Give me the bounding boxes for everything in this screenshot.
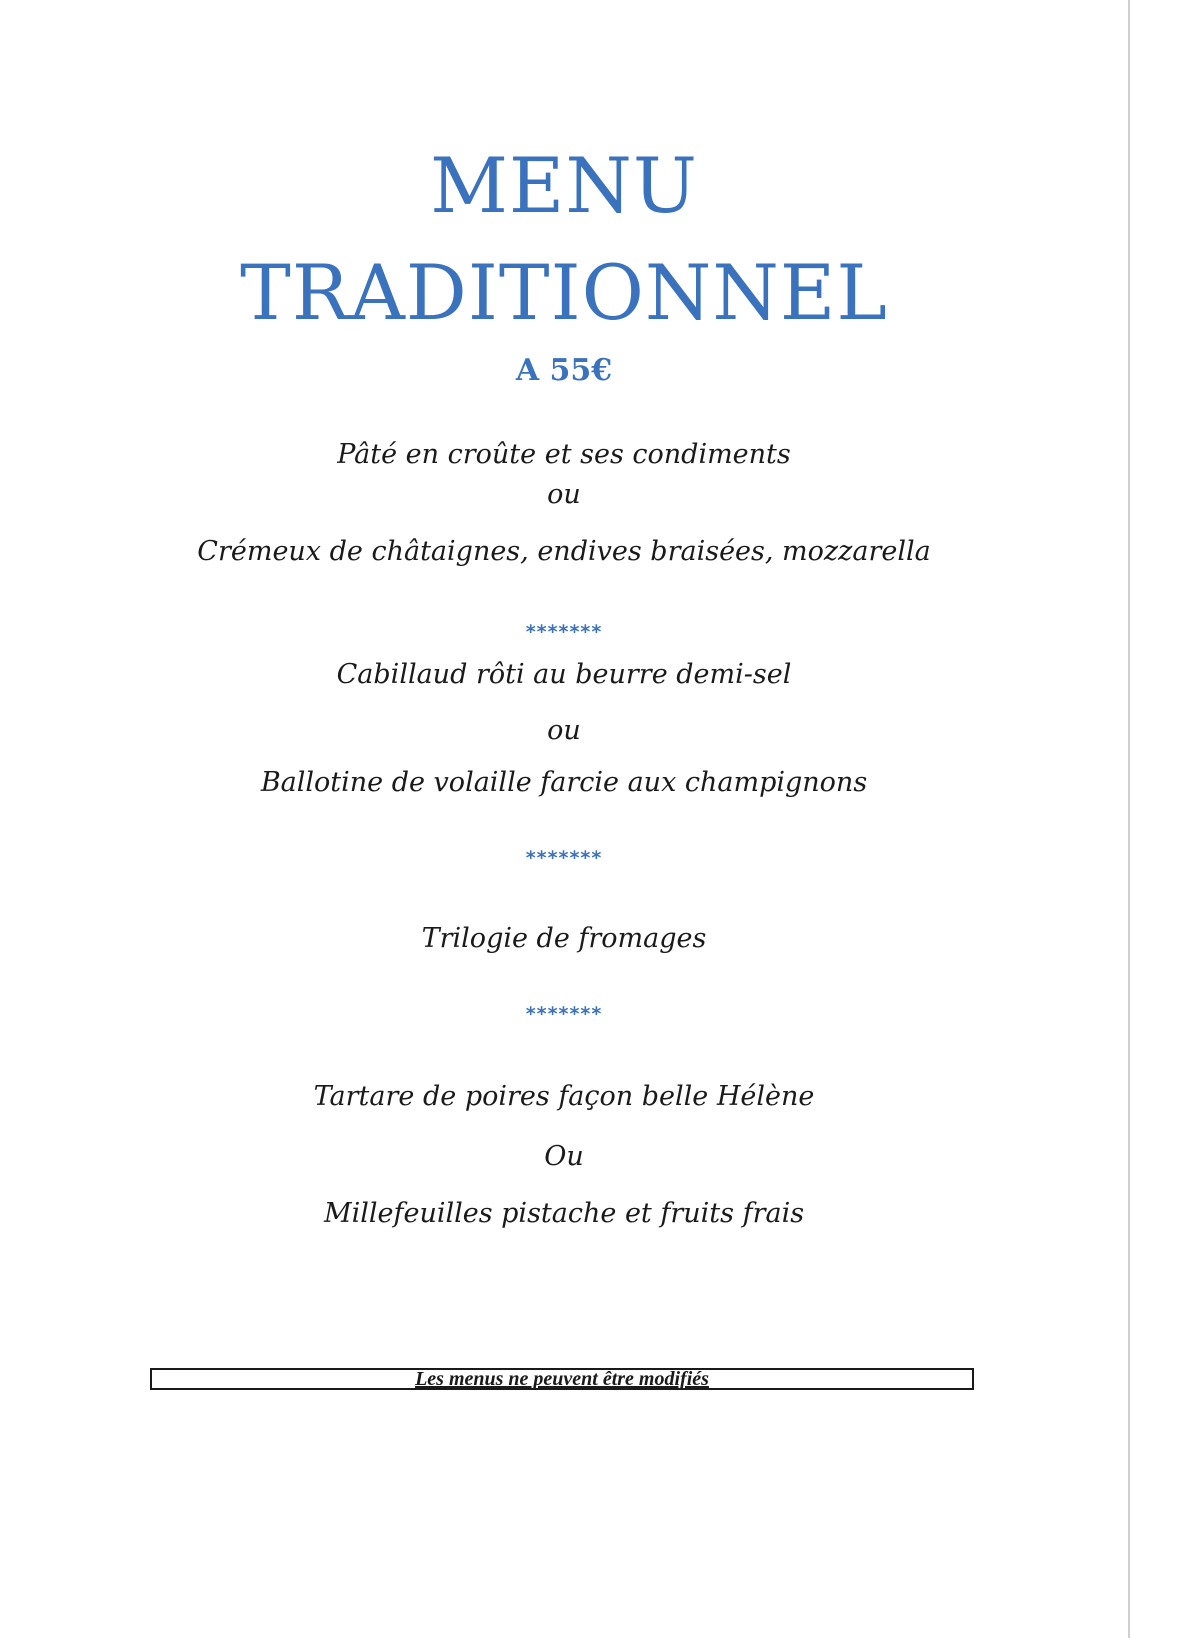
- menu-title-line-1: MENU: [430, 141, 698, 230]
- starter-or: ou: [547, 479, 581, 510]
- main-option-2: Ballotine de volaille farcie aux champignons: [260, 767, 868, 798]
- notice-text: Les menus ne peuvent être modifiés: [415, 1368, 709, 1390]
- course-separator-1: *******: [525, 621, 603, 643]
- main-option-1: Cabillaud rôti au beurre demi-sel: [336, 659, 792, 690]
- dessert-option-1: Tartare de poires façon belle Hélène: [313, 1081, 815, 1112]
- page-right-margin: [1130, 0, 1179, 1638]
- starter-option-1: Pâté en croûte et ses condiments: [337, 439, 791, 470]
- course-separator-3: *******: [525, 1003, 603, 1025]
- starter-option-2: Crémeux de châtaignes, endives braisées, mozzarella: [197, 536, 931, 567]
- notice-box: [150, 1368, 974, 1390]
- menu-price: A 55€: [515, 353, 613, 388]
- dessert-or: Ou: [544, 1141, 584, 1172]
- main-or: ou: [547, 715, 581, 746]
- dessert-option-2: Millefeuilles pistache et fruits frais: [323, 1198, 805, 1229]
- course-separator-2: *******: [525, 847, 603, 869]
- menu-title-line-2: TRADITIONNEL: [240, 248, 888, 337]
- cheese-course: Trilogie de fromages: [421, 923, 707, 954]
